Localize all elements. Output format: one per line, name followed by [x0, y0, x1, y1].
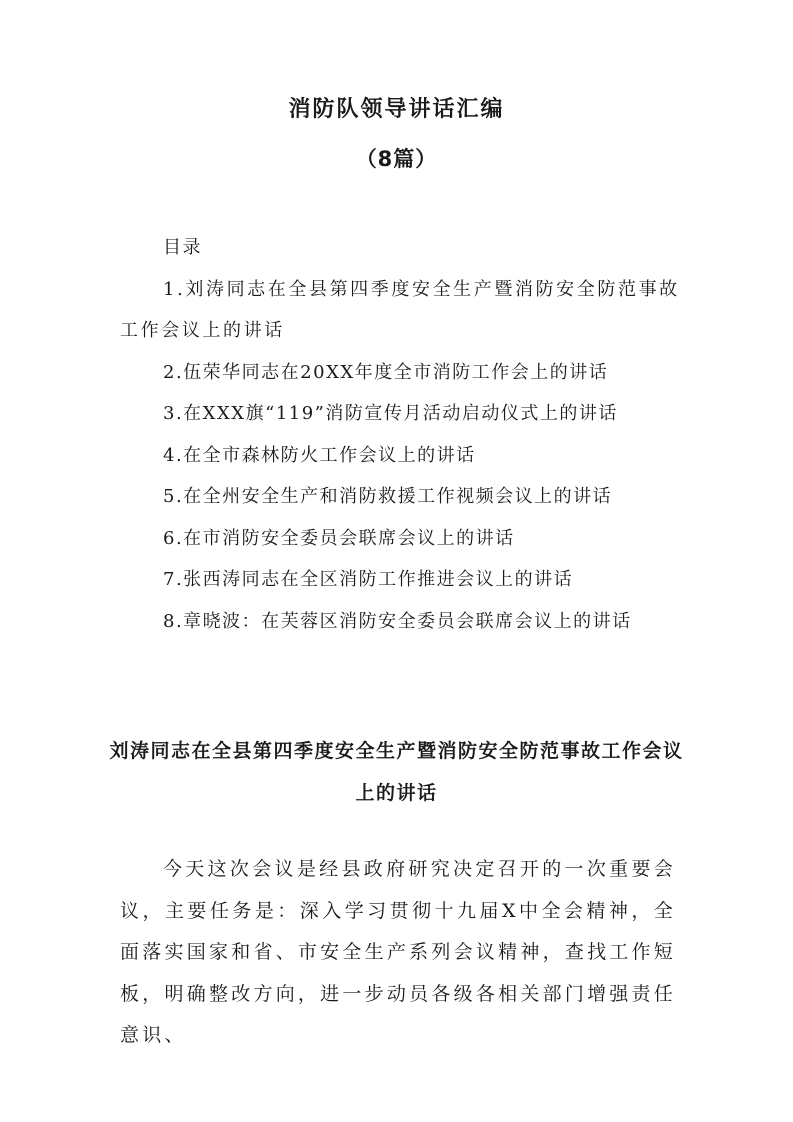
table-of-contents [120, 227, 680, 642]
toc-item: 5.在全州安全生产和消防救援工作视频会议上的讲话 [163, 486, 613, 507]
toc-item: 4.在全市森林防火工作会议上的讲话 [163, 444, 476, 466]
document-title: 消防队领导讲话汇编 [288, 97, 505, 122]
toc-item: 1.刘涛同志在全县第四季度安全生产暨消防安全防范事故工作会议上的讲话 [120, 278, 680, 341]
document-subtitle: （8篇） [355, 147, 438, 171]
toc-item: 6.在市消防安全委员会联席会议上的讲话 [163, 527, 515, 549]
body-paragraph: 今天这次会议是经县政府研究决定召开的一次重要会议，主要任务是：深入学习贯彻十九届X中全会精神，全面落实国家和省、市安全生产系列会议精神，查找工作短板，明确整改方向，进一步动员各级各相关部门增强责任意识、 [120, 858, 676, 1046]
toc-item: 8.章晓波：在芙蓉区消防安全委员会联席会议上的讲话 [163, 610, 632, 632]
toc-item: 7.张西涛同志在全区消防工作推进会议上的讲话 [163, 569, 574, 590]
toc-heading: 目录 [163, 237, 202, 258]
toc-item: 3.在XXX旗“119”消防宣传月活动启动仪式上的讲话 [163, 403, 618, 424]
toc-item: 2.伍荣华同志在20XX年度全市消防工作会上的讲话 [163, 361, 609, 383]
section-title: 刘涛同志在全县第四季度安全生产暨消防安全防范事故工作会议上的讲话 [109, 740, 684, 804]
